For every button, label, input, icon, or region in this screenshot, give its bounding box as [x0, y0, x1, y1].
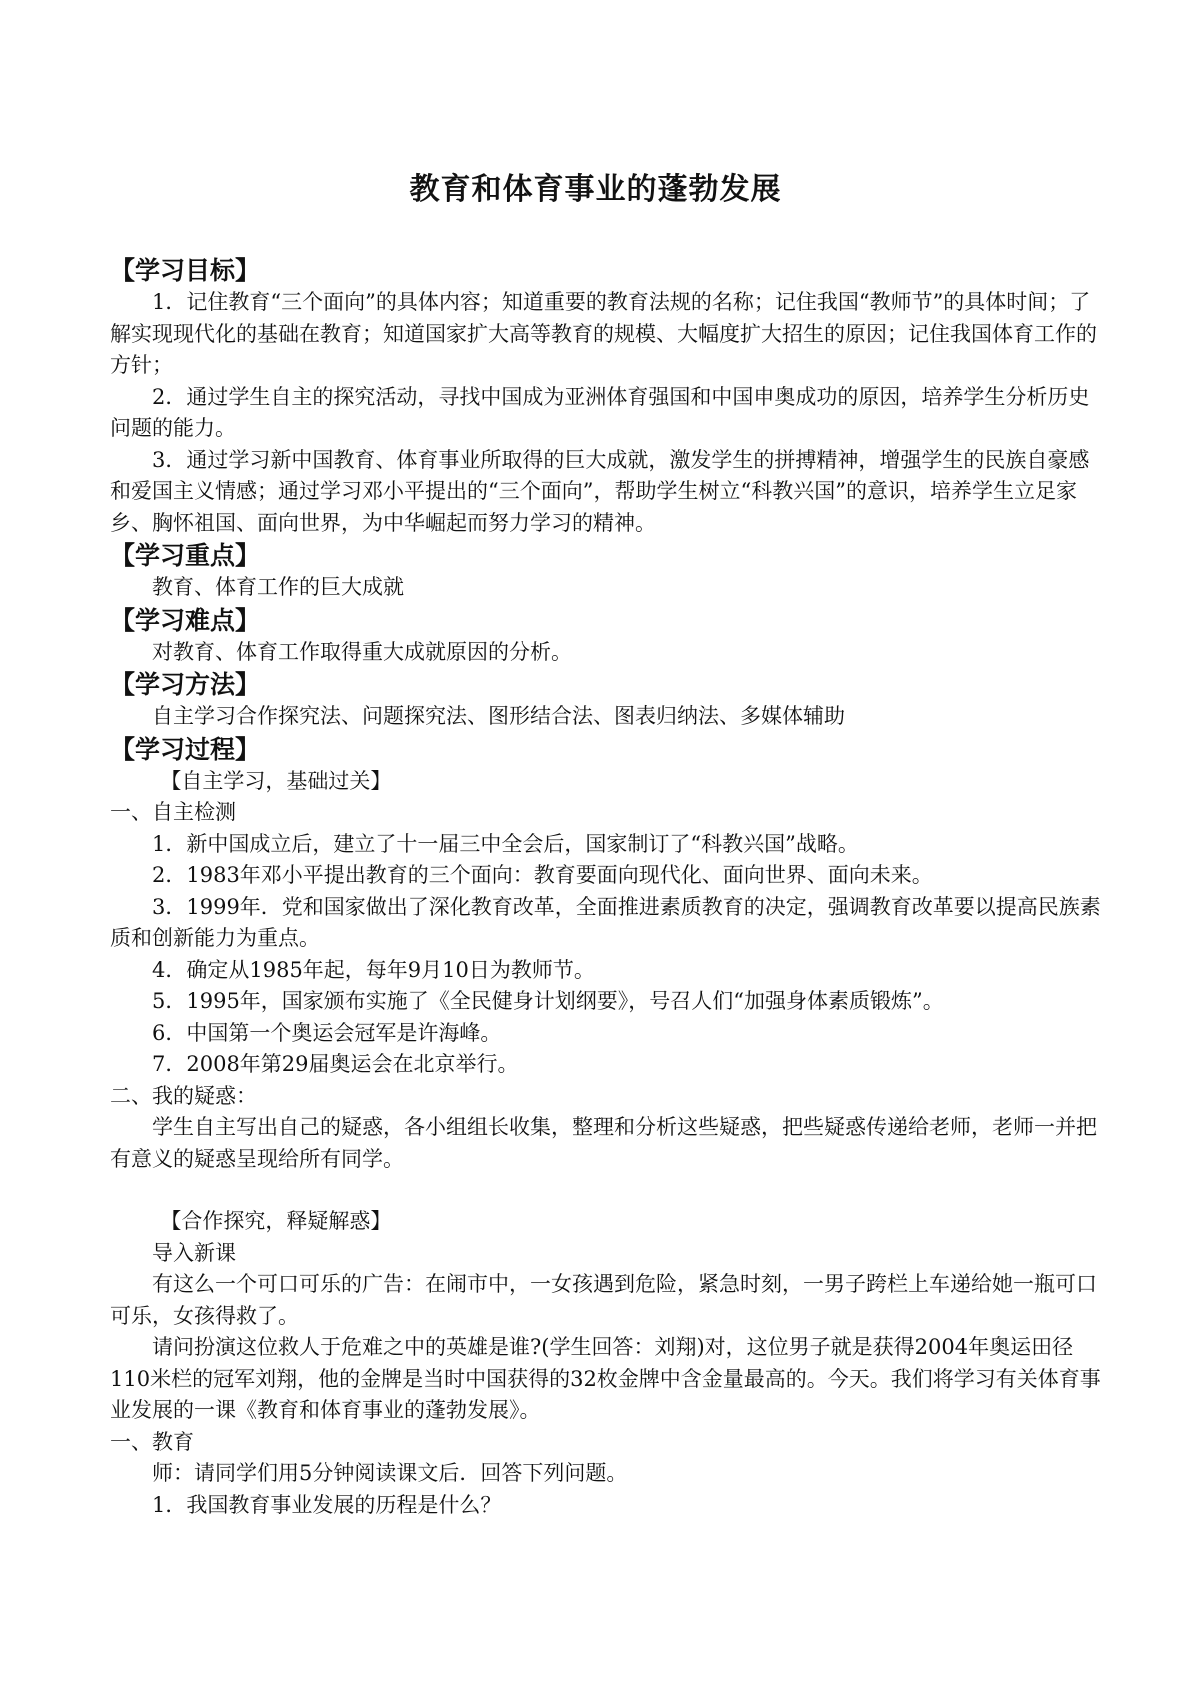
self-check-item-7: 7．2008年第29届奥运会在北京举行。: [152, 1052, 519, 1076]
intro-paragraph-2: 请问扮演这位救人于危难之中的英雄是谁?(学生回答：刘翔)对，这位男子就是获得2004年奥运田径110米栏的冠军刘翔，他的金牌是当时中国获得的32枚金牌中含金量最高的。今天。我们将学习有关体育事业发展的一课《教育和体育事业的蓬勃发展》。: [110, 1335, 1101, 1422]
methods-text: 自主学习合作探究法、问题探究法、图形结合法、图表归纳法、多媒体辅助: [152, 704, 845, 728]
doubts-text: 学生自主写出自己的疑惑，各小组组长收集，整理和分析这些疑惑，把些疑惑传递给老师，老师一并把有意义的疑惑呈现给所有同学。: [110, 1115, 1097, 1171]
self-study-label: 【自主学习，基础过关】: [160, 768, 392, 793]
document-body: [110, 254, 1110, 1521]
teacher-line: 师：请同学们用5分钟阅读课文后．回答下列问题。: [152, 1461, 628, 1485]
objective-item-3: 3．通过学习新中国教育、体育事业所取得的巨大成就，激发学生的拼搏精神，增强学生的民族自豪感和爱国主义情感；通过学习邓小平提出的“三个面向”，帮助学生树立“科教兴国”的意识，培养学生立足家乡、胸怀祖国、面向世界，为中华崛起而努力学习的精神。: [110, 447, 1090, 535]
process-heading: 【学习过程】: [110, 734, 261, 764]
objective-item-1: 1．记住教育“三个面向”的具体内容；知道重要的教育法规的名称；记住我国“教师节”的具体时间；了解实现现代化的基础在教育；知道国家扩大高等教育的规模、大幅度扩大招生的原因；记住我国体育工作的方针；: [110, 290, 1097, 377]
self-check-item-1: 1．新中国成立后，建立了十一届三中全会后，国家制订了“科教兴国”战略。: [152, 831, 859, 856]
document-title: 教育和体育事业的蓬勃发展: [409, 172, 782, 207]
question-1: 1．我国教育事业发展的历程是什么？: [152, 1492, 502, 1517]
coop-label: 【合作探究，释疑解惑】: [160, 1209, 392, 1233]
self-check-item-2: 2．1983年邓小平提出教育的三个面向：教育要面向现代化、面向世界、面向未来。: [152, 863, 933, 887]
self-check-item-4: 4．确定从1985年起，每年9月10日为教师节。: [152, 957, 595, 982]
key-points-text: 教育、体育工作的巨大成就: [152, 575, 404, 599]
difficulties-text: 对教育、体育工作取得重大成就原因的分析。: [152, 639, 572, 664]
difficulties-heading: 【学习难点】: [110, 605, 261, 635]
self-check-item-6: 6．中国第一个奥运会冠军是许海峰。: [152, 1020, 502, 1045]
methods-heading: 【学习方法】: [110, 670, 261, 699]
self-check-label: 一、自主检测: [110, 800, 236, 824]
objectives-heading: 【学习目标】: [110, 256, 261, 285]
intro-label: 导入新课: [152, 1240, 236, 1265]
objective-item-2: 2．通过学生自主的探究活动，寻找中国成为亚洲体育强国和中国申奥成功的原因，培养学生分析历史问题的能力。: [110, 384, 1090, 440]
education-label: 一、教育: [110, 1429, 194, 1454]
intro-paragraph-1: 有这么一个可口可乐的广告：在闹市中，一女孩遇到危险，紧急时刻，一男子跨栏上车递给她一瓶可口可乐，女孩得救了。: [110, 1272, 1097, 1328]
self-check-item-5: 5．1995年，国家颁布实施了《全民健身计划纲要》，号召人们“加强身体素质锻炼”。: [152, 989, 944, 1013]
self-check-item-3: 3．1999年．党和国家做出了深化教育改革，全面推进素质教育的决定，强调教育改革要以提高民族素质和创新能力为重点。: [110, 894, 1101, 950]
key-points-heading: 【学习重点】: [110, 541, 261, 570]
doubts-label: 二、我的疑惑：: [110, 1083, 257, 1108]
section-gap: [110, 1175, 1110, 1206]
